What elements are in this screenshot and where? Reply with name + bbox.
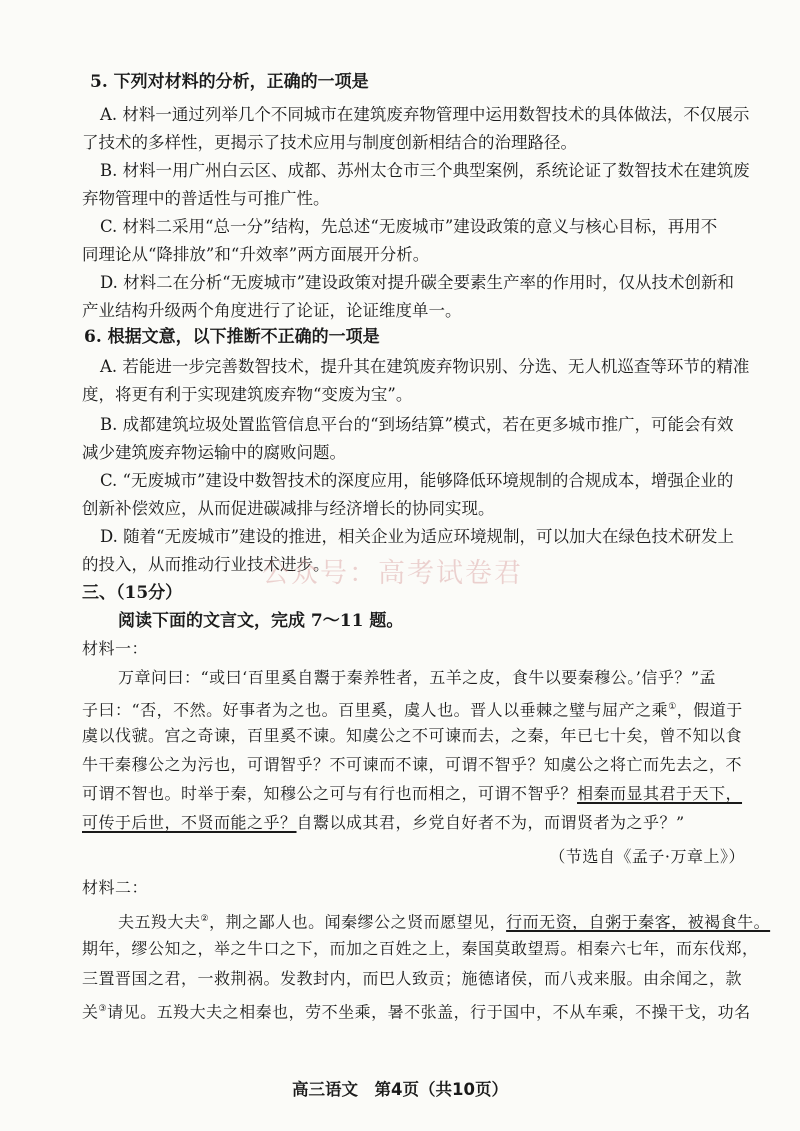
section-instruction: 阅读下面的文言文，完成 7～11 题。	[118, 611, 404, 631]
underlined-sentence-1a: 相秦而显其君于天下，	[577, 784, 743, 803]
material1-line6: 可传于后世，不贤而能之乎？自鬻以成其君，乡党自好者不为，而谓贤者为之乎？”	[82, 813, 685, 832]
material1-line3: 虞以伐虢。宫之奇谏，百里奚不谏。知虞公之不可谏而去，之秦，年已七十矣，曾不知以食	[82, 726, 743, 745]
q5-option-a-line2: 了技术的多样性，更揭示了技术应用与制度创新相结合的治理路径。	[82, 133, 577, 152]
material2-line2: 期年，缪公知之，举之牛口之下，而加之百姓之上，秦国莫敢望焉。相秦六七年，而东伐郑，	[82, 939, 759, 958]
underlined-sentence-1b: 可传于后世，不贤而能之乎？	[82, 813, 297, 832]
q6-option-c-line2: 创新补偿效应，从而促进碳减排与经济增长的协同实现。	[82, 499, 495, 518]
material2-line1: 夫五羖大夫②，荆之鄙人也。闻秦缪公之贤而愿望见，行而无资，自粥于秦客，被褐食牛。	[118, 912, 771, 932]
material1-line1: 万章问曰：“或曰‘百里奚自鬻于秦养牲者，五羊之皮，食牛以要秦穆公。’信乎？”孟	[118, 668, 717, 687]
watermark: 公众号：高考试卷君	[262, 558, 523, 589]
q6-stem: 6. 根据文意，以下推断不正确的一项是	[84, 327, 380, 347]
q5-option-b-line2: 弃物管理中的普适性与可推广性。	[82, 189, 330, 208]
material2-line4: 关③请见。五羖大夫之相秦也，劳不坐乘，暑不张盖，行于国中，不从车乘，不操干戈，功名	[82, 1002, 751, 1022]
q5-stem: 5. 下列对材料的分析，正确的一项是	[90, 72, 369, 92]
q5-option-c-line1: C. 材料二采用“总一分”结构，先总述“无废城市”建设政策的意义与核心目标，再用不	[100, 217, 718, 236]
q6-option-d-line2: 的投入，从而推动行业技术进步。	[82, 555, 330, 574]
q5-option-b-line1: B. 材料一用广州白云区、成都、苏州太仓市三个典型案例，系统论证了数智技术在建筑废	[100, 161, 750, 180]
material1-line5: 可谓不智也。时举于秦，知穆公之可与有行也而相之，可谓不智乎？相秦而显其君于天下，	[82, 784, 743, 803]
q6-option-d-line1: D. 随着“无废城市”建设的推进，相关企业为适应环境规制，可以加大在绿色技术研发上	[100, 527, 735, 546]
q5-option-d-line1: D. 材料二在分析“无废城市”建设政策对提升碳全要素生产率的作用时，仅从技术创新和	[100, 273, 735, 292]
q6-option-b-line2: 减少建筑废弃物运输中的腐败问题。	[82, 443, 346, 462]
underlined-sentence-2: 行而无资，自粥于秦客，被褐食牛。	[506, 912, 771, 932]
q5-option-d-line2: 产业结构升级两个角度进行了论证，论证维度单一。	[82, 301, 462, 320]
section-heading: 三、（15分）	[82, 583, 183, 603]
q6-option-c-line1: C. “无废城市”建设中数智技术的深度应用，能够降低环境规制的合规成本，增强企业的	[100, 471, 734, 490]
q6-option-a-line1: A. 若能进一步完善数智技术，提升其在建筑废弃物识别、分选、无人机巡查等环节的精准	[100, 357, 750, 376]
q6-option-a-line2: 度，将更有利于实现建筑废弃物“变废为宝”。	[82, 385, 413, 404]
footnote-marker-2: ②	[200, 914, 210, 924]
q5-option-c-line2: 同理论从“降排放”和“升效率”两方面展开分析。	[82, 245, 430, 264]
q6-option-b-line1: B. 成都建筑垃圾处置监管信息平台的“到场结算”模式，若在更多城市推广，可能会有效	[100, 415, 734, 434]
footnote-marker-3: ③	[98, 1004, 108, 1014]
page-footer: 高三语文 第4页（共10页）	[292, 1080, 508, 1099]
material1-source: （节选自《孟子·万章上》）	[549, 847, 745, 866]
material1-line2: 子曰：“否，不然。好事者为之也。百里奚，虞人也。晋人以垂棘之璧与屈产之乘①，假道于	[82, 700, 743, 720]
material1-label: 材料一：	[82, 639, 149, 658]
material2-label: 材料二：	[82, 878, 149, 897]
q5-option-a-line1: A. 材料一通过列举几个不同城市在建筑废弃物管理中运用数智技术的具体做法，不仅展示	[100, 105, 750, 124]
material1-line4: 牛干秦穆公之为污也，可谓智乎？不可谏而不谏，可谓不智乎？知虞公之将亡而先去之，不	[82, 755, 743, 774]
footnote-marker-1: ①	[668, 702, 677, 712]
material2-line3: 三置晋国之君，一救荆祸。发教封内，而巴人致贡；施德诸侯，而八戎来服。由余闻之，款	[82, 969, 743, 988]
